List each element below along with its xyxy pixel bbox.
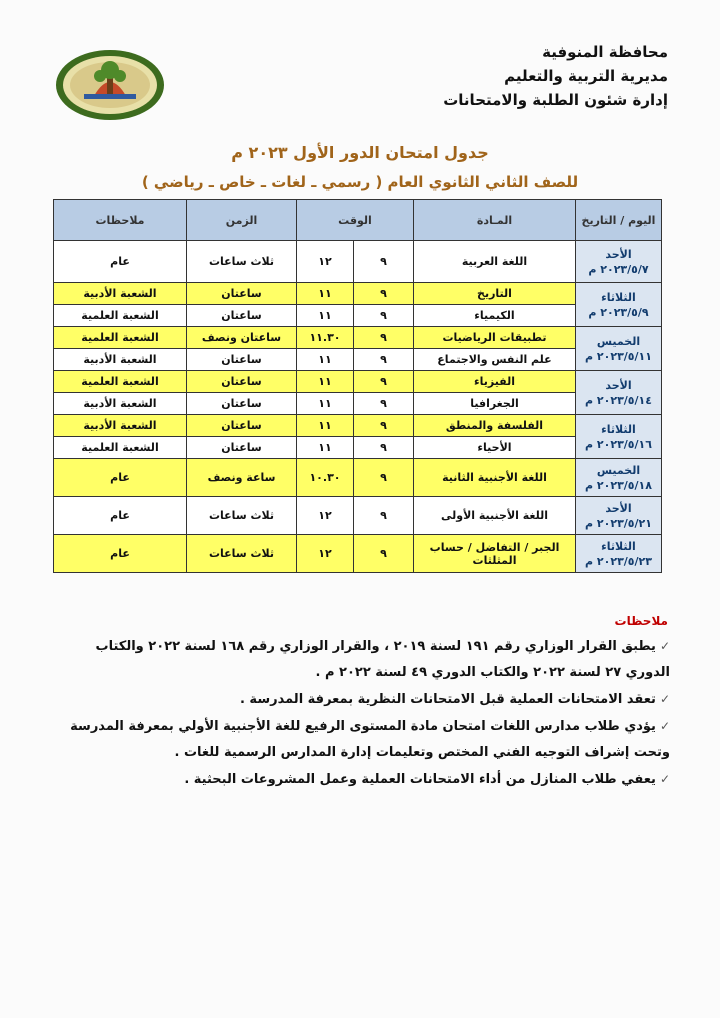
- subject-cell: التاريخ: [414, 283, 576, 305]
- header-time: الوقت: [297, 200, 414, 241]
- start-time-cell: ٩: [354, 241, 414, 283]
- governorate-name: محافظة المنوفية: [542, 43, 668, 61]
- issuer-header: [348, 40, 668, 112]
- day-date-cell: [576, 371, 662, 415]
- end-time-cell: ١٢: [297, 497, 354, 535]
- table-row: [54, 327, 662, 349]
- day-name: الخميس: [596, 463, 641, 477]
- start-time-cell: ٩: [354, 535, 414, 573]
- subject-cell: الجبر / التفاضل / حساب المثلثات: [414, 535, 576, 573]
- directorate-name: مديرية التربية والتعليم: [504, 67, 668, 85]
- duration-cell: ثلاث ساعات: [187, 241, 297, 283]
- exam-date: ٢٠٢٣/٥/١٤ م: [585, 393, 652, 407]
- duration-cell: ثلاث ساعات: [187, 535, 297, 573]
- start-time-cell: ٩: [354, 437, 414, 459]
- day-name: الثلاثاء: [601, 422, 636, 436]
- table-row: [54, 437, 662, 459]
- subject-cell: الجغرافيا: [414, 393, 576, 415]
- subject-cell: علم النفس والاجتماع: [414, 349, 576, 371]
- note-item: ✓يطبق القرار الوزاري رقم ١٩١ لسنة ٢٠١٩ ، والقرار الوزاري رقم ١٦٨ لسنة ٢٠٢٢ والكتاب الدوري ٢٧ لسنة ٢٠٢٢ والكتاب الدوري ٤٩ لسنة ٢٠٢٢ م .: [95, 639, 670, 680]
- end-time-cell: ١١: [297, 415, 354, 437]
- end-time-cell: ١١.٣٠: [297, 327, 354, 349]
- duration-cell: ساعتان: [187, 305, 297, 327]
- note-cell: الشعبة العلمية: [54, 371, 187, 393]
- note-cell: عام: [54, 535, 187, 573]
- start-time-cell: ٩: [354, 393, 414, 415]
- day-date-cell: [576, 535, 662, 573]
- start-time-cell: ٩: [354, 327, 414, 349]
- start-time-cell: ٩: [354, 349, 414, 371]
- header-duration: الزمن: [187, 200, 297, 241]
- document-subtitle: للصف الثاني الثانوي العام ( رسمي ـ لغات ـ خاص ـ رياضي ): [141, 173, 579, 191]
- header-subject: المـادة: [414, 200, 576, 241]
- exam-date: ٢٠٢٣/٥/٢١ م: [585, 516, 652, 530]
- subject-cell: اللغة العربية: [414, 241, 576, 283]
- end-time-cell: ١١: [297, 393, 354, 415]
- header-notes: ملاحظات: [54, 200, 187, 241]
- subject-cell: الكيمياء: [414, 305, 576, 327]
- notes-list: [50, 633, 670, 793]
- start-time-cell: ٩: [354, 283, 414, 305]
- end-time-cell: ١١: [297, 437, 354, 459]
- header-day: اليوم / التاريخ: [576, 200, 662, 241]
- end-time-cell: ١١: [297, 283, 354, 305]
- table-row: [54, 371, 662, 393]
- subject-cell: الفلسفة والمنطق: [414, 415, 576, 437]
- day-name: الأحد: [605, 378, 632, 392]
- exam-schedule-table: [53, 199, 662, 573]
- note-cell: الشعبة العلمية: [54, 305, 187, 327]
- day-name: الثلاثاء: [601, 290, 636, 304]
- start-time-cell: ٩: [354, 459, 414, 497]
- table-row: [54, 415, 662, 437]
- exam-date: ٢٠٢٣/٥/٢٣ م: [585, 554, 652, 568]
- subject-cell: الأحياء: [414, 437, 576, 459]
- end-time-cell: ١٠.٣٠: [297, 459, 354, 497]
- duration-cell: ساعتان: [187, 415, 297, 437]
- check-icon: ✓: [659, 772, 670, 786]
- day-date-cell: [576, 241, 662, 283]
- day-name: الثلاثاء: [601, 539, 636, 553]
- table-row: [54, 305, 662, 327]
- table-row: [54, 459, 662, 497]
- duration-cell: ساعة ونصف: [187, 459, 297, 497]
- day-date-cell: [576, 497, 662, 535]
- table-row: [54, 283, 662, 305]
- start-time-cell: ٩: [354, 415, 414, 437]
- end-time-cell: ١١: [297, 371, 354, 393]
- day-name: الأحد: [605, 501, 632, 515]
- duration-cell: ساعتان ونصف: [187, 327, 297, 349]
- note-cell: عام: [54, 497, 187, 535]
- duration-cell: ساعتان: [187, 437, 297, 459]
- day-date-cell: [576, 415, 662, 459]
- table-header-row: [54, 200, 662, 241]
- table-row: [54, 393, 662, 415]
- check-icon: ✓: [659, 719, 670, 733]
- end-time-cell: ١٢: [297, 535, 354, 573]
- subject-cell: اللغة الأجنبية الثانية: [414, 459, 576, 497]
- exam-date: ٢٠٢٣/٥/١٨ م: [585, 478, 652, 492]
- start-time-cell: ٩: [354, 305, 414, 327]
- duration-cell: ساعتان: [187, 393, 297, 415]
- subject-cell: الفيزياء: [414, 371, 576, 393]
- note-cell: عام: [54, 241, 187, 283]
- governorate-logo: [54, 48, 166, 122]
- note-item: ✓يعفي طلاب المنازل من أداء الامتحانات العملية وعمل المشروعات البحثية .: [184, 772, 670, 787]
- duration-cell: ساعتان: [187, 283, 297, 305]
- duration-cell: ساعتان: [187, 349, 297, 371]
- note-item: ✓يؤدي طلاب مدارس اللغات امتحان مادة المستوى الرفيع للغة الأجنبية الأولي بمعرفة المدرسة وتحت إشراف التوجيه الفني المختص وتعليمات إدارة المدارس الرسمية للغات .: [70, 719, 670, 760]
- exam-date: ٢٠٢٣/٥/٧ م: [588, 262, 649, 276]
- document-title: جدول امتحان الدور الأول ٢٠٢٣ م: [231, 143, 489, 162]
- start-time-cell: ٩: [354, 371, 414, 393]
- notes-heading: ملاحظات: [614, 614, 668, 628]
- duration-cell: ساعتان: [187, 371, 297, 393]
- note-item: ✓تعقد الامتحانات العملية قبل الامتحانات النظرية بمعرفة المدرسة .: [239, 692, 670, 707]
- exam-date: ٢٠٢٣/٥/٩ م: [588, 305, 649, 319]
- day-name: الأحد: [605, 247, 632, 261]
- note-cell: الشعبة العلمية: [54, 327, 187, 349]
- duration-cell: ثلاث ساعات: [187, 497, 297, 535]
- day-date-cell: [576, 327, 662, 371]
- table-row: [54, 535, 662, 573]
- subject-cell: اللغة الأجنبية الأولى: [414, 497, 576, 535]
- day-name: الخميس: [596, 334, 641, 348]
- subject-cell: تطبيقات الرياضيات: [414, 327, 576, 349]
- day-date-cell: [576, 459, 662, 497]
- exam-date: ٢٠٢٣/٥/١٦ م: [585, 437, 652, 451]
- department-name: إدارة شئون الطلبة والامتحانات: [443, 91, 668, 109]
- end-time-cell: ١٢: [297, 241, 354, 283]
- note-cell: الشعبة الأدبية: [54, 349, 187, 371]
- check-icon: ✓: [659, 692, 670, 706]
- end-time-cell: ١١: [297, 305, 354, 327]
- table-row: [54, 497, 662, 535]
- note-cell: الشعبة الأدبية: [54, 393, 187, 415]
- note-cell: الشعبة الأدبية: [54, 415, 187, 437]
- start-time-cell: ٩: [354, 497, 414, 535]
- exam-date: ٢٠٢٣/٥/١١ م: [585, 349, 652, 363]
- end-time-cell: ١١: [297, 349, 354, 371]
- note-cell: الشعبة العلمية: [54, 437, 187, 459]
- table-row: [54, 241, 662, 283]
- day-date-cell: [576, 283, 662, 327]
- check-icon: ✓: [659, 639, 670, 653]
- note-cell: الشعبة الأدبية: [54, 283, 187, 305]
- table-row: [54, 349, 662, 371]
- note-cell: عام: [54, 459, 187, 497]
